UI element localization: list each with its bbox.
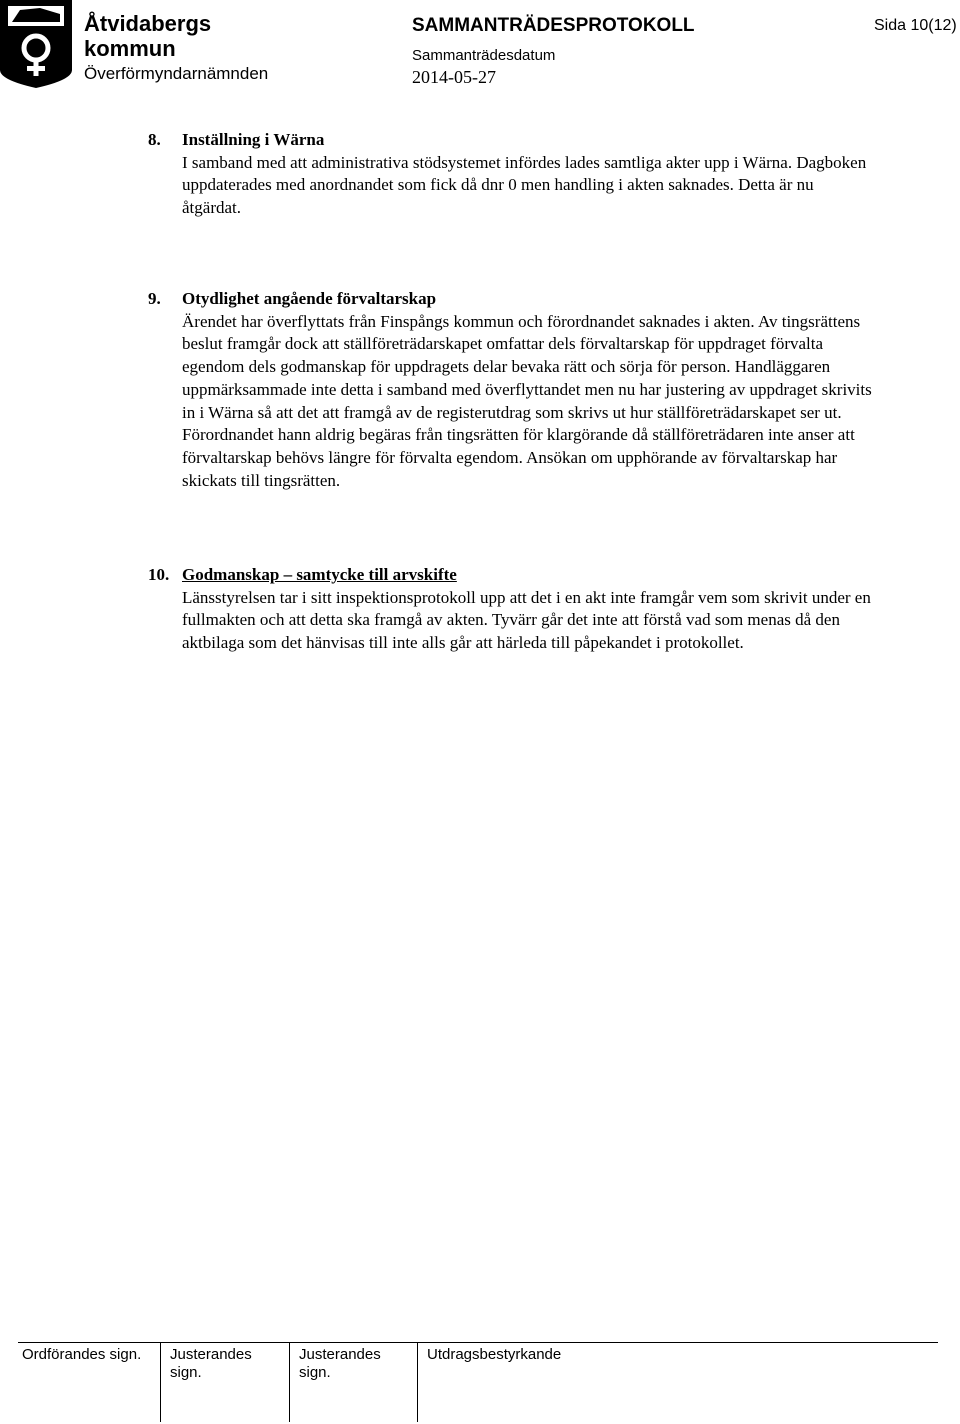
document-type: SAMMANTRÄDESPROTOKOLL [412, 15, 695, 36]
chair-signature-label: Ordförandes sign. [22, 1346, 142, 1363]
section-number: 9. [148, 289, 161, 308]
section-number: 10. [148, 565, 170, 584]
section-number: 8. [148, 130, 161, 149]
section-paragraph: Ärendet har överflyttats från Finspångs kommun och förordnandet saknades i akten. Av tingsrättens beslut framgår dock att ställföreträdarskapet omfattar dels förvaltarskap för uppdraget förvalta egendom dels godmanskap för uppdragets delar bevaka rätt och sörja för person. Handläggaren uppmärksammade inte detta i samband med överflyttandet men nu har justering av uppdraget skrivits in i Wärna så att det att framgå av de registerutdrag som skrivs ut hur ställföreträdarskapet ser ut. [182, 311, 872, 422]
section-title: Godmanskap – samtycke till arvskifte [182, 565, 457, 584]
section-paragraph: Länsstyrelsen tar i sitt inspektionsprotokoll upp att det i en akt inte framgår vem som skrivit under en fullmakten och att detta ska framgå av akten. Tyvärr går det inte att förstå vad som menas då den aktbilaga som det hänvisas till inte alls går att härleda till påpekandet i protokollet. [182, 587, 871, 653]
date-label: Sammanträdesdatum [412, 47, 556, 64]
section-paragraph: Förordnandet hann aldrig begäras från tingsrätten för klargörande då ställföreträdaren inte anser att förvaltarskap behövs längre för förvalta egendom. Ansökan om upphörande av förvaltarskap har skickats till tingsrätten. [182, 425, 855, 490]
footer-divider [160, 1342, 161, 1422]
section-paragraph: I samband med att administrativa stödsystemet infördes lades samtliga akter upp i Wärna. Dagboken uppdaterades med anordnandet som fick då dnr 0 men handling i akten saknades. Detta är nu åtgärdat. [182, 152, 867, 218]
certifier-label: Utdragsbestyrkande [427, 1346, 562, 1363]
adjuster-label-line1: Justerandes [170, 1346, 252, 1363]
footer-divider [289, 1342, 290, 1422]
adjuster-label-line2: sign. [299, 1364, 331, 1381]
adjuster-signature-label [170, 1346, 252, 1382]
adjuster-signature-label [299, 1346, 381, 1382]
adjuster-label-line1: Justerandes [299, 1346, 381, 1363]
department-name: Överförmyndarnämnden [84, 64, 269, 83]
section-10 [182, 564, 872, 655]
org-name-line2: kommun [84, 36, 176, 61]
section-9 [182, 288, 872, 492]
section-8 [182, 129, 872, 220]
date-value: 2014-05-27 [412, 67, 496, 87]
page-number: Sida 10(12) [874, 17, 957, 34]
footer-divider [417, 1342, 418, 1422]
footer-rule [18, 1342, 938, 1343]
adjuster-label-line2: sign. [170, 1364, 202, 1381]
section-title: Inställning i Wärna [182, 130, 325, 149]
municipality-crest-icon [0, 0, 72, 88]
section-title: Otydlighet angående förvaltarskap [182, 289, 437, 308]
org-name: Åtvidabergs [84, 11, 212, 36]
